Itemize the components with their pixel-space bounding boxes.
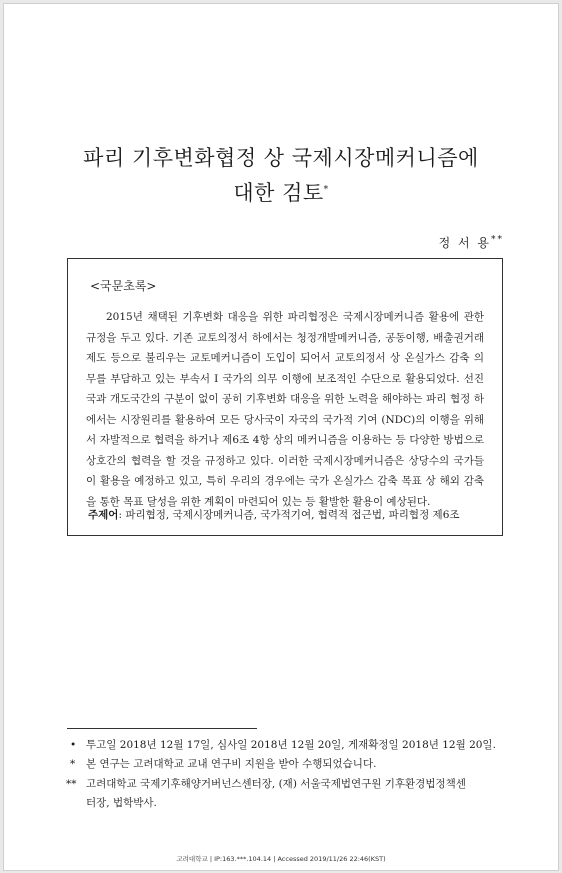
paper-title-line1: 파리 기후변화협정 상 국제시장메커니즘에 (83, 146, 479, 170)
abstract-box (67, 258, 503, 536)
paper-page (3, 3, 559, 871)
footnote-funding (70, 756, 376, 771)
footnote-mark: ** (66, 778, 77, 790)
keywords-list: : 파리협정, 국제시장메커니즘, 국가적기여, 협력적 접근법, 파리협정 제6조 (118, 509, 460, 521)
keywords (88, 507, 488, 522)
footnote-text: 투고일 2018년 12월 17일, 심사일 2018년 12월 20일, 게재확정일 2018년 12월 20일. (86, 739, 496, 751)
footnote-divider (67, 728, 257, 729)
author (439, 234, 504, 251)
abstract-body: 2015년 채택된 기후변화 대응을 위한 파리협정은 국제시장메커니즘 활용에 관한 규정을 두고 있다. 기존 교토의정서 하에서는 청정개발메커니즘, 공동이행, 배출권거래제도 등으로 불리우는 교토메커니즘이 도입이 되어서 교토의정서 상 온실가스 감축 의무를 부담하고 있는 부속서 I 국가의 의무 이행에 보조적인 수단으로 활용되었다. 선진국과 개도국간의 구분이 없이 공히 기후변화 대응을 위한 노력을 해야하는 파리 협정 하에서는 시장원리를 활용하여 모든 당사국이 자국의 국가적 기여 (NDC)의 이행을 위해서 자발적으로 협력을 하거나 제6조 4항 상의 메커니즘을 이용하는 등 다양한 방법으로 상호간의 협력을 할 것을 규정하고 있다. 이러한 국제시장메커니즘은 상당수의 국가들이 활용을 예정하고 있고, 특히 우리의 경우에는 국가 온실가스 감축 목표 상 해외 감축을 통한 목표 달성을 위한 계획이 마련되어 있는 등 활발한 활용이 예상된다. (86, 311, 484, 508)
paper-title-line2 (4, 177, 558, 207)
author-footnote-mark: ** (491, 235, 504, 245)
abstract-heading: <국문초록> (90, 279, 157, 293)
footnote-affiliation (66, 775, 506, 813)
author-name: 정 서 용 (438, 236, 491, 250)
access-footer: 고려대학교 | IP:163.***.104.14 | Accessed 2019/11/26 22:46(KST) (176, 855, 386, 863)
footnote-text-line1: 고려대학교 국제기후해양거버넌스센터장, (재) 서울국제법연구원 기후환경법정책센 (86, 778, 466, 790)
footnote-mark: * (70, 758, 76, 770)
footnote-submission (70, 737, 496, 752)
footnote-text-line2: 터장, 법학박사. (86, 797, 157, 809)
title-footnote-mark: * (323, 185, 329, 195)
footnote-text: 본 연구는 고려대학교 교내 연구비 지원을 받아 수행되었습니다. (86, 758, 377, 770)
keywords-label: 주제어 (88, 509, 119, 521)
footnote-bullet: • (70, 739, 77, 751)
paper-title-line2-text: 대한 검토 (233, 181, 324, 205)
